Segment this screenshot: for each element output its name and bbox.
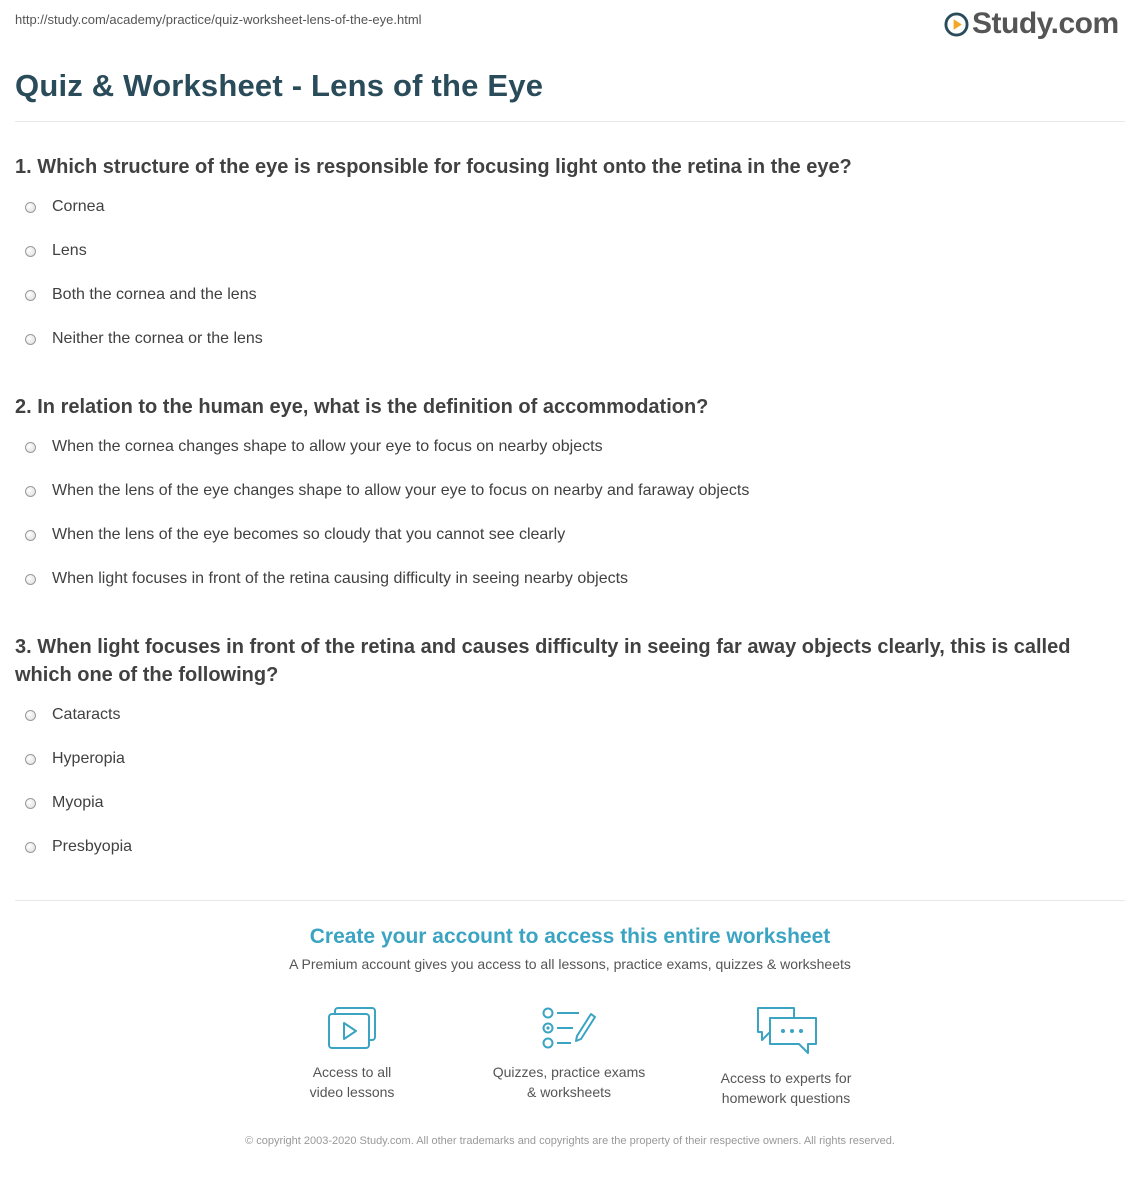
feature-label xyxy=(469,1062,669,1102)
answer-options xyxy=(15,437,1125,613)
study-logo[interactable] xyxy=(944,8,1119,40)
answer-option[interactable] xyxy=(15,481,1125,525)
radio-button[interactable] xyxy=(25,486,36,497)
answer-label: When the lens of the eye becomes so cloudy that you cannot see clearly xyxy=(52,526,566,543)
feature-label-line: Quizzes, practice exams xyxy=(492,1064,646,1080)
answer-label: Myopia xyxy=(52,794,104,811)
feature-label-line: Access to all xyxy=(312,1064,392,1080)
answer-label: Cornea xyxy=(52,198,105,215)
answer-option[interactable] xyxy=(15,525,1125,569)
cta-subtitle: A Premium account gives you access to all lessons, practice exams, quizzes & worksheets xyxy=(289,956,851,972)
answer-options xyxy=(15,197,1125,373)
feature-video-lessons xyxy=(252,1006,452,1102)
logo-wordmark: Study.com xyxy=(972,7,1119,40)
page-url: http://study.com/academy/practice/quiz-worksheet-lens-of-the-eye.html xyxy=(15,12,422,27)
answer-label: Lens xyxy=(52,242,87,259)
feature-quizzes xyxy=(469,1006,669,1102)
question-text: 1. Which structure of the eye is responsible for focusing light onto the retina in the eye? xyxy=(15,156,852,178)
answer-label: When the cornea changes shape to allow your eye to focus on nearby objects xyxy=(52,438,603,455)
cta-divider xyxy=(15,900,1125,901)
radio-button[interactable] xyxy=(25,202,36,213)
video-lessons-icon xyxy=(326,1006,378,1050)
feature-label-line: video lessons xyxy=(309,1084,395,1100)
feature-label xyxy=(686,1068,886,1108)
radio-button[interactable] xyxy=(25,798,36,809)
answer-option[interactable] xyxy=(15,197,1125,241)
question-2 xyxy=(15,393,1125,613)
answer-option[interactable] xyxy=(15,793,1125,837)
question-1 xyxy=(15,153,1125,373)
cta-title-link[interactable]: Create your account to access this entire worksheet xyxy=(309,925,831,948)
answer-label: When light focuses in front of the retina causing difficulty in seeing nearby objects xyxy=(52,570,629,587)
answer-label: Hyperopia xyxy=(52,750,125,767)
radio-button[interactable] xyxy=(25,710,36,721)
radio-button[interactable] xyxy=(25,842,36,853)
answer-option[interactable] xyxy=(15,285,1125,329)
feature-label-line: homework questions xyxy=(721,1090,851,1106)
answer-option[interactable] xyxy=(15,705,1125,749)
question-text: 2. In relation to the human eye, what is the definition of accommodation? xyxy=(15,396,709,418)
top-bar xyxy=(0,0,1140,50)
feature-label xyxy=(252,1062,452,1102)
feature-experts xyxy=(686,1006,886,1108)
answer-option[interactable] xyxy=(15,241,1125,285)
copyright-footer: © copyright 2003-2020 Study.com. All other trademarks and copyrights are the property of their respective owners. All rights reserved. xyxy=(245,1135,895,1147)
answer-label: Cataracts xyxy=(52,706,121,723)
answer-label: When the lens of the eye changes shape to allow your eye to focus on nearby and faraway objects xyxy=(52,482,750,499)
answer-option[interactable] xyxy=(15,749,1125,793)
radio-button[interactable] xyxy=(25,334,36,345)
radio-button[interactable] xyxy=(25,574,36,585)
chat-bubbles-icon xyxy=(754,1006,818,1056)
question-3 xyxy=(15,633,1125,881)
answer-option[interactable] xyxy=(15,437,1125,481)
play-circle-icon xyxy=(944,12,969,37)
radio-button[interactable] xyxy=(25,246,36,257)
quiz-checklist-icon xyxy=(541,1006,597,1050)
radio-button[interactable] xyxy=(25,442,36,453)
feature-label-line: Access to experts for xyxy=(720,1070,852,1086)
question-text: 3. When light focuses in front of the retina and causes difficulty in seeing far away objects clearly, this is called which one of the following? xyxy=(15,636,1071,686)
answer-option[interactable] xyxy=(15,329,1125,373)
radio-button[interactable] xyxy=(25,530,36,541)
feature-label-line: & worksheets xyxy=(526,1084,612,1100)
answer-label: Neither the cornea or the lens xyxy=(52,330,263,347)
answer-option[interactable] xyxy=(15,837,1125,881)
page-title: Quiz & Worksheet - Lens of the Eye xyxy=(15,68,544,103)
answer-label: Presbyopia xyxy=(52,838,133,855)
answer-option[interactable] xyxy=(15,569,1125,613)
signup-cta xyxy=(0,924,1140,972)
radio-button[interactable] xyxy=(25,754,36,765)
radio-button[interactable] xyxy=(25,290,36,301)
title-divider xyxy=(15,121,1125,122)
answer-label: Both the cornea and the lens xyxy=(52,286,257,303)
answer-options xyxy=(15,705,1125,881)
